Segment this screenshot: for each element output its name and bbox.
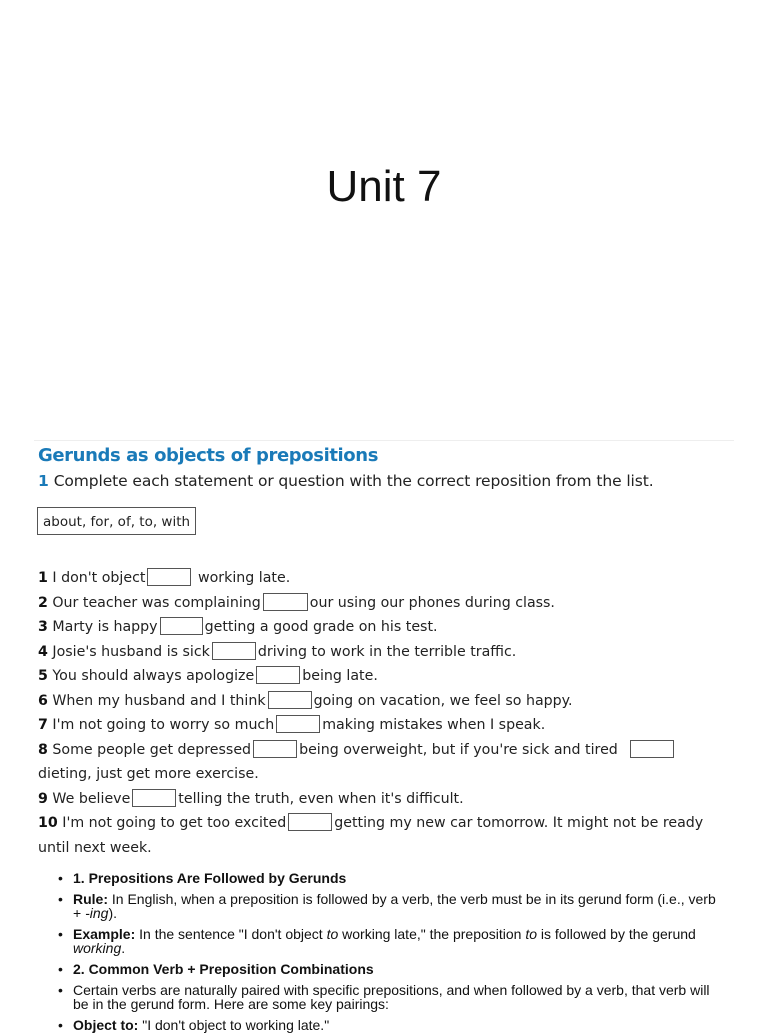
note-label: Example: bbox=[73, 926, 136, 942]
note-text: Certain verbs are naturally paired with specific prepositions, and when followed by a verb, that verb will be in the gerund form. Here are some key pairings: bbox=[73, 982, 710, 1012]
note-text: In the sentence "I don't object bbox=[139, 926, 327, 942]
item-number: 10 bbox=[38, 815, 58, 831]
note-item bbox=[58, 962, 718, 976]
item-text-before: Josie's husband is sick bbox=[52, 643, 210, 660]
note-item bbox=[58, 871, 718, 885]
note-text: ). bbox=[108, 905, 117, 921]
answer-blank-5[interactable] bbox=[256, 666, 300, 684]
exercise-item-8-continuation bbox=[38, 762, 738, 787]
item-number: 9 bbox=[38, 790, 48, 807]
note-item bbox=[58, 983, 718, 1011]
item-text-after: driving to work in the terrible traffic. bbox=[257, 643, 517, 660]
item-text-before: I'm not going to get too excited bbox=[62, 815, 287, 831]
item-text-continuation: dieting, just get more exercise. bbox=[38, 766, 259, 782]
word-list-box: about, for, of, to, with bbox=[37, 507, 196, 535]
item-text-before: Marty is happy bbox=[52, 619, 158, 635]
exercise-item-3 bbox=[38, 615, 738, 640]
exercise-item-6 bbox=[38, 689, 738, 714]
item-text-before: I'm not going to worry so much bbox=[52, 717, 275, 733]
item-number: 8 bbox=[38, 741, 48, 758]
exercise-item-10 bbox=[38, 811, 738, 836]
note-item bbox=[58, 1017, 718, 1033]
exercise-item-4 bbox=[38, 640, 738, 665]
note-heading: 2. Common Verb + Preposition Combinations bbox=[73, 961, 374, 977]
exercise-instruction bbox=[38, 472, 654, 490]
section-heading: Gerunds as objects of prepositions bbox=[38, 445, 379, 466]
section-divider bbox=[34, 440, 734, 441]
note-text: is followed by the gerund bbox=[537, 926, 696, 942]
notes-list bbox=[58, 871, 718, 1035]
bullet-icon: • bbox=[58, 982, 63, 998]
exercise-item-1 bbox=[38, 566, 738, 591]
bullet-icon: • bbox=[58, 926, 63, 942]
bullet-icon: • bbox=[58, 1017, 63, 1033]
item-text-before: I don't object bbox=[52, 570, 146, 586]
answer-blank-9[interactable] bbox=[132, 789, 176, 807]
page-title: Unit 7 bbox=[326, 162, 442, 211]
note-label: Rule: bbox=[73, 891, 108, 907]
item-number: 2 bbox=[38, 594, 48, 611]
bullet-icon: • bbox=[58, 961, 63, 977]
exercise-item-5 bbox=[38, 664, 738, 689]
exercise-item-7 bbox=[38, 713, 738, 738]
exercise-item-2 bbox=[38, 591, 738, 616]
item-number: 4 bbox=[38, 643, 48, 660]
note-text: . bbox=[121, 940, 126, 956]
answer-blank-8b[interactable] bbox=[630, 740, 674, 758]
note-heading: 1. Prepositions Are Followed by Gerunds bbox=[73, 870, 347, 886]
instruction-text: Complete each statement or question with the correct reposition from the list. bbox=[53, 472, 654, 490]
note-label: Object to: bbox=[73, 1017, 139, 1033]
item-text-after: being overweight, but if you're sick and tired bbox=[299, 741, 618, 758]
answer-blank-1[interactable] bbox=[147, 568, 191, 586]
item-text-after: getting my new car tomorrow. It might not be ready bbox=[334, 815, 704, 831]
note-emphasis: to bbox=[525, 926, 538, 942]
item-text-before: Our teacher was complaining bbox=[52, 594, 261, 611]
item-text-after: our using our phones during class. bbox=[309, 594, 555, 611]
note-emphasis: working bbox=[73, 940, 122, 956]
item-text-after: making mistakes when I speak. bbox=[322, 717, 546, 733]
item-number: 5 bbox=[38, 668, 48, 684]
item-text-before: Some people get depressed bbox=[52, 741, 252, 758]
note-text: working late," the preposition bbox=[338, 926, 526, 942]
answer-blank-10[interactable] bbox=[288, 813, 332, 831]
item-text-after: going on vacation, we feel so happy. bbox=[313, 692, 573, 709]
item-text-after: telling the truth, even when it's difficult. bbox=[178, 790, 464, 807]
item-text-before: When my husband and I think bbox=[52, 692, 266, 709]
bullet-icon: • bbox=[58, 870, 63, 886]
answer-blank-3[interactable] bbox=[160, 617, 203, 635]
item-number: 3 bbox=[38, 619, 48, 635]
item-text-after: being late. bbox=[302, 668, 378, 684]
note-item bbox=[58, 927, 718, 955]
answer-blank-8a[interactable] bbox=[253, 740, 297, 758]
answer-blank-6[interactable] bbox=[268, 691, 312, 709]
note-text: "I don't object to working late." bbox=[142, 1017, 330, 1033]
item-number: 6 bbox=[38, 692, 48, 709]
exercise-item-9 bbox=[38, 787, 738, 812]
answer-blank-4[interactable] bbox=[212, 642, 256, 660]
note-text: In English, when a preposition is followed by a verb, the verb must be in its gerund form (i.e., verb + bbox=[73, 891, 716, 921]
item-text-after: getting a good grade on his test. bbox=[204, 619, 438, 635]
exercise-list bbox=[38, 566, 738, 860]
note-emphasis: -ing bbox=[85, 905, 109, 921]
note-emphasis: to bbox=[326, 926, 339, 942]
exercise-item-10-continuation bbox=[38, 836, 738, 861]
item-text-before: You should always apologize bbox=[52, 668, 255, 684]
exercise-item-8 bbox=[38, 738, 738, 763]
instruction-number: 1 bbox=[38, 472, 49, 490]
item-text-continuation: until next week. bbox=[38, 839, 152, 856]
item-text-after: working late. bbox=[197, 570, 291, 586]
item-text-before: We believe bbox=[52, 790, 131, 807]
answer-blank-7[interactable] bbox=[276, 715, 320, 733]
item-number: 7 bbox=[38, 717, 48, 733]
bullet-icon: • bbox=[58, 891, 63, 907]
item-number: 1 bbox=[38, 570, 48, 586]
note-item bbox=[58, 892, 718, 920]
answer-blank-2[interactable] bbox=[263, 593, 308, 611]
